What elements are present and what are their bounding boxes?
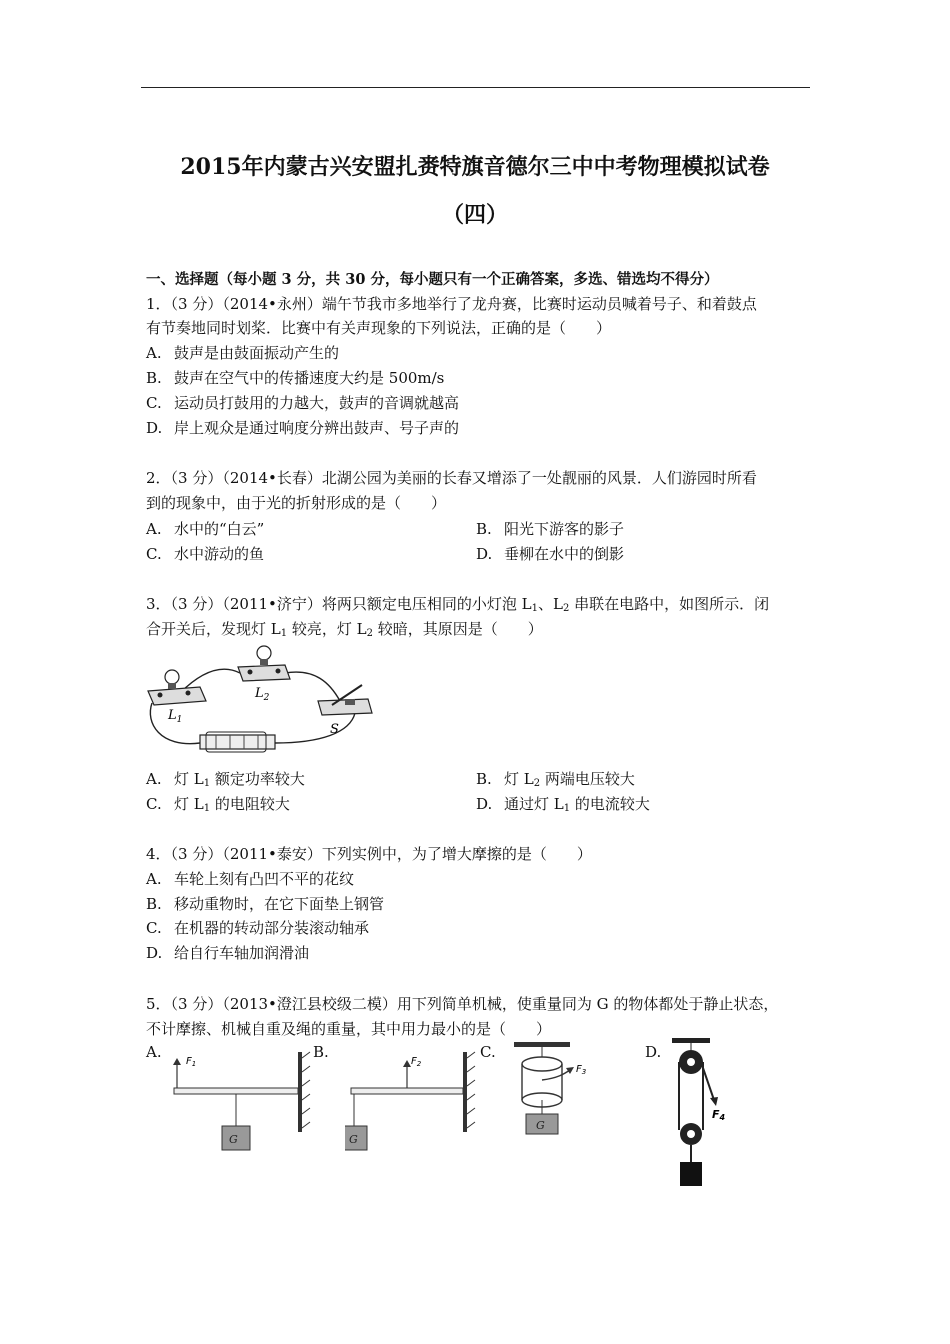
q4-stem: 4．（3 分）（2011•泰安）下列实例中，为了增大摩擦的是（ ） (146, 845, 592, 863)
q2-option-c[interactable]: C. 水中游动的鱼 (146, 545, 265, 563)
fig-label-f3: $F_3$ (576, 1064, 587, 1076)
q1-option-b[interactable]: B. 鼓声在空气中的传播速度大约是 500m/s (146, 369, 445, 387)
page-title-subtitle: （四） (441, 202, 508, 228)
q2-stem-line1: 2．（3 分）（2014•长春）北湖公园为美丽的长春又增添了一处靓丽的风景．人们游园时所看 (146, 469, 757, 487)
q5-stem-line2: 不计摩擦、机械自重及绳的重量，其中用力最小的是（ ） (146, 1020, 552, 1038)
q2-option-a[interactable]: A. 水中的“白云” (146, 520, 265, 538)
q1-stem-line1: 1．（3 分）（2014•永州）端午节我市多地举行了龙舟赛，比赛时运动员喊着号子、和着鼓点 (146, 295, 757, 313)
q4-option-b[interactable]: B. 移动重物时，在它下面垫上钢管 (146, 895, 385, 913)
q4-option-a[interactable]: A. 车轮上刻有凸凹不平的花纹 (146, 870, 355, 888)
q2-stem-line2: 到的现象中，由于光的折射形成的是（ ） (146, 494, 447, 512)
fig-label-f4: F4 (712, 1108, 726, 1122)
q3-option-d[interactable]: D. 通过灯 $L_1$ 的电流较大 (476, 795, 650, 814)
q5-option-a[interactable]: A. (146, 1043, 162, 1061)
q5-figure-a (168, 1050, 318, 1155)
fig-a-weight-label: G (229, 1133, 238, 1146)
q5-stem-line1: 5．（3 分）（2013•澄江县校级二模）用下列简单机械，使重量同为 G 的物体都处于静止状态， (146, 995, 779, 1013)
q3-option-b[interactable]: B. 灯 $L_2$ 两端电压较大 (476, 770, 635, 789)
fig-label-f1: $F_1$ (186, 1056, 197, 1068)
q3-option-a[interactable]: A. 灯 $L_1$ 额定功率较大 (146, 770, 305, 789)
q1-stem-line2: 有节奏地同时划桨．比赛中有关声现象的下列说法，正确的是（ ） (146, 319, 612, 337)
q4-option-c[interactable]: C. 在机器的转动部分装滚动轴承 (146, 919, 370, 937)
q1-option-d[interactable]: D. 岸上观众是通过响度分辨出鼓声、号子声的 (146, 419, 460, 437)
q5-option-d[interactable]: D. (645, 1043, 662, 1061)
fig-label-l2: $L_2$ (255, 686, 270, 703)
header-rule (141, 87, 810, 88)
q2-option-b[interactable]: B. 阳光下游客的影子 (476, 520, 625, 538)
q3-stem-line1: 3．（3 分）（2011•济宁）将两只额定电压相同的小灯泡 $L_1$、$L_2$ 串联在电路中，如图所示．闭 (146, 595, 770, 614)
q3-stem-line2: 合开关后，发现灯 $L_1$ 较亮，灯 $L_2$ 较暗，其原因是（ ） (146, 620, 543, 639)
q5-figure-c (508, 1040, 608, 1140)
q5-option-c[interactable]: C. (480, 1043, 496, 1061)
q3-circuit-figure (140, 643, 390, 758)
q5-option-b[interactable]: B. (313, 1043, 329, 1061)
q1-option-a[interactable]: A. 鼓声是由鼓面振动产生的 (146, 344, 340, 362)
section-heading: 一、选择题（每小题 3 分，共 30 分，每小题只有一个正确答案，多选、错选均不得分） (146, 271, 719, 288)
q4-option-d[interactable]: D. 给自行车轴加润滑油 (146, 944, 310, 962)
q5-figure-b (345, 1050, 485, 1155)
fig-label-s: S (330, 722, 339, 737)
q5-figure-d (660, 1038, 740, 1188)
q1-option-c[interactable]: C. 运动员打鼓用的力越大，鼓声的音调就越高 (146, 394, 460, 412)
fig-label-l1: $L_1$ (168, 708, 183, 725)
page-title: 2015年内蒙古兴安盟扎赉特旗音德尔三中中考物理模拟试卷 (180, 154, 770, 180)
fig-c-weight-label: G (536, 1119, 545, 1132)
fig-label-f2: $F_2$ (411, 1056, 422, 1068)
fig-b-weight-label: G (349, 1133, 358, 1146)
q3-option-c[interactable]: C. 灯 $L_1$ 的电阻较大 (146, 795, 290, 814)
q2-option-d[interactable]: D. 垂柳在水中的倒影 (476, 545, 625, 563)
